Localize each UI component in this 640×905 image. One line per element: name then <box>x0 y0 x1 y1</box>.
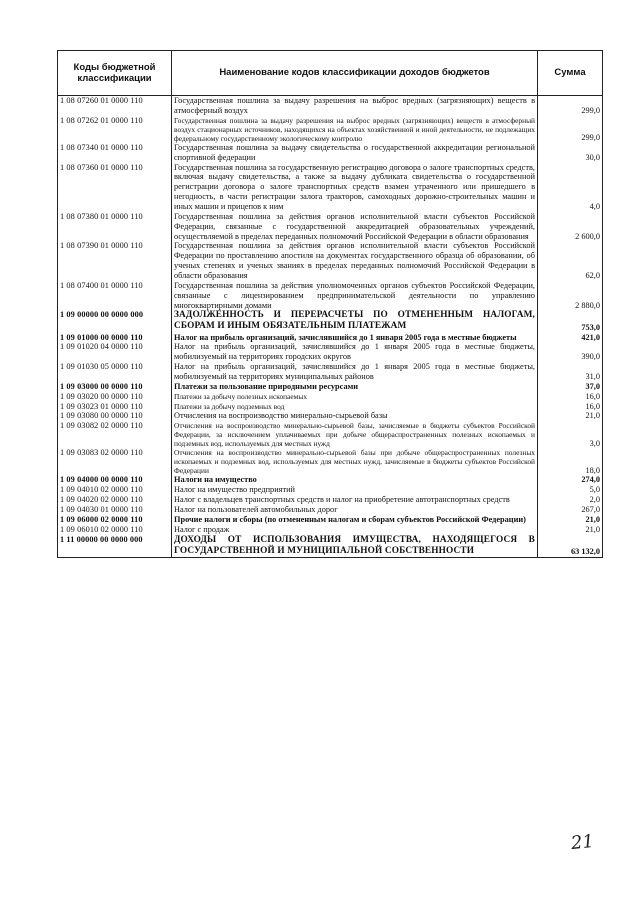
amount: 753,0 <box>538 310 603 332</box>
amount: 62,0 <box>538 241 603 280</box>
amount: 267,0 <box>538 505 603 515</box>
name-column-header: Наименование кодов классификации доходов бюджетов <box>172 51 538 96</box>
table-row <box>58 310 603 332</box>
budget-code: 1 09 01000 00 0000 110 <box>58 333 172 343</box>
amount: 5,0 <box>538 485 603 495</box>
table-row <box>58 382 603 392</box>
table-row <box>58 505 603 515</box>
table-row <box>58 411 603 421</box>
income-name: Налог с продаж <box>172 525 538 535</box>
budget-code: 1 09 04000 00 0000 110 <box>58 475 172 485</box>
amount: 3,0 <box>538 421 603 448</box>
table-row <box>58 212 603 242</box>
income-name: Государственная пошлина за действия уполномоченных органов субъектов Российской Федерации, связанные с лицензированием предпринимательской деятельности по управлению многоквартирными домами <box>172 281 538 311</box>
budget-code: 1 08 07262 01 0000 110 <box>58 116 172 143</box>
code-column-header: Коды бюджетной классификации <box>58 51 172 96</box>
income-name: Прочие налоги и сборы (по отмененным налогам и сборам субъектов Российской Федерации) <box>172 515 538 525</box>
table-row <box>58 402 603 412</box>
table-row <box>58 333 603 343</box>
income-name: Налог на имущество предприятий <box>172 485 538 495</box>
income-name: Отчисления на воспроизводство минерально-сырьевой базы, зачисляемые в бюджеты субъектов Российской Федерации, за исключением уплачиваемых при добыче общераспространенных полезных ископаемых и подземных вод, используемых для местных нужд <box>172 421 538 448</box>
budget-code: 1 08 07390 01 0000 110 <box>58 241 172 280</box>
amount: 16,0 <box>538 402 603 412</box>
amount: 16,0 <box>538 392 603 402</box>
table-row <box>58 241 603 280</box>
page-number: 21 <box>569 830 595 855</box>
amount: 2 600,0 <box>538 212 603 242</box>
table-row <box>58 448 603 475</box>
table-row <box>58 535 603 558</box>
table-row <box>58 495 603 505</box>
amount: 2 880,0 <box>538 281 603 311</box>
amount: 2,0 <box>538 495 603 505</box>
amount: 390,0 <box>538 342 603 362</box>
amount: 21,0 <box>538 411 603 421</box>
table-row <box>58 362 603 382</box>
amount: 299,0 <box>538 116 603 143</box>
table-row <box>58 143 603 163</box>
income-name: Налог на пользователей автомобильных дорог <box>172 505 538 515</box>
income-name: ЗАДОЛЖЕННОСТЬ И ПЕРЕРАСЧЕТЫ ПО ОТМЕНЕННЫМ НАЛОГАМ, СБОРАМ И ИНЫМ ОБЯЗАТЕЛЬНЫМ ПЛАТЕЖАМ <box>172 310 538 332</box>
table-row <box>58 96 603 116</box>
income-name: Государственная пошлина за выдачу разрешения на выброс вредных (загрязняющих) веществ в атмосферный воздух <box>172 96 538 116</box>
amount: 30,0 <box>538 143 603 163</box>
income-name: Отчисления на воспроизводство минерально-сырьевой базы <box>172 411 538 421</box>
budget-code: 1 09 04030 01 0000 110 <box>58 505 172 515</box>
budget-code: 1 09 00000 00 0000 000 <box>58 310 172 332</box>
amount: 4,0 <box>538 163 603 212</box>
amount: 274,0 <box>538 475 603 485</box>
table-row <box>58 281 603 311</box>
budget-code: 1 08 07400 01 0000 110 <box>58 281 172 311</box>
budget-code: 1 08 07360 01 0000 110 <box>58 163 172 212</box>
table-row <box>58 515 603 525</box>
income-name: Налог на прибыль организаций, зачислявшийся до 1 января 2005 года в местные бюджеты, мобилизуемый на территориях городских округов <box>172 342 538 362</box>
income-name: Платежи за пользование природными ресурсами <box>172 382 538 392</box>
income-name: Отчисления на воспроизводство минерально-сырьевой базы при добыче общераспространенных полезных ископаемых и подземных вод, используемых для местных нужд, зачисляемые в бюджеты субъектов Российской Федерации <box>172 448 538 475</box>
table-header-row <box>58 51 603 96</box>
budget-code: 1 09 03000 00 0000 110 <box>58 382 172 392</box>
income-name: Государственная пошлина за выдачу разрешения на выброс вредных (загрязняющих) веществ в атмосферный воздух стационарных источников, находящихся на объектах хозяйственной и иной деятельности, не подлежащих федеральному государственному экологическому контролю <box>172 116 538 143</box>
amount: 63 132,0 <box>538 535 603 558</box>
budget-code: 1 09 06010 02 0000 110 <box>58 525 172 535</box>
amount: 31,0 <box>538 362 603 382</box>
budget-code: 1 09 03083 02 0000 110 <box>58 448 172 475</box>
budget-table <box>57 50 603 558</box>
table-row <box>58 485 603 495</box>
amount: 299,0 <box>538 96 603 116</box>
table-row <box>58 116 603 143</box>
table-row <box>58 475 603 485</box>
income-name: Налоги на имущество <box>172 475 538 485</box>
amount: 421,0 <box>538 333 603 343</box>
income-name: ДОХОДЫ ОТ ИСПОЛЬЗОВАНИЯ ИМУЩЕСТВА, НАХОДЯЩЕГОСЯ В ГОСУДАРСТВЕННОЙ И МУНИЦИПАЛЬНОЙ СОБСТВЕННОСТИ <box>172 535 538 558</box>
income-name: Платежи за добычу полезных ископаемых <box>172 392 538 402</box>
income-name: Государственная пошлина за действия органов исполнительной власти субъектов Российской Федерации по проставлению апостиля на документах государственного образца об образовании, об ученых степенях и ученых званиях в пределах переданных полномочий Российской Федерации в области образования <box>172 241 538 280</box>
budget-code: 1 09 01020 04 0000 110 <box>58 342 172 362</box>
income-name: Налог с владельцев транспортных средств и налог на приобретение автотранспортных средств <box>172 495 538 505</box>
sum-column-header: Сумма <box>538 51 603 96</box>
budget-code: 1 09 03023 01 0000 110 <box>58 402 172 412</box>
amount: 21,0 <box>538 525 603 535</box>
budget-code: 1 09 01030 05 0000 110 <box>58 362 172 382</box>
income-name: Государственная пошлина за действия органов исполнительной власти субъектов Российской Федерации, связанные с государственной аккредитацией образовательных учреждений, осуществляемой в пределах переданных полномочий Российской Федерации в области образования <box>172 212 538 242</box>
budget-code: 1 08 07380 01 0000 110 <box>58 212 172 242</box>
income-name: Налог на прибыль организаций, зачислявшийся до 1 января 2005 года в местные бюджеты <box>172 333 538 343</box>
amount: 18,0 <box>538 448 603 475</box>
amount: 37,0 <box>538 382 603 392</box>
budget-code: 1 09 04010 02 0000 110 <box>58 485 172 495</box>
table-row <box>58 392 603 402</box>
budget-code: 1 09 03080 00 0000 110 <box>58 411 172 421</box>
budget-code: 1 09 03020 00 0000 110 <box>58 392 172 402</box>
table-row <box>58 525 603 535</box>
budget-code: 1 09 06000 02 0000 110 <box>58 515 172 525</box>
budget-code: 1 09 03082 02 0000 110 <box>58 421 172 448</box>
income-name: Налог на прибыль организаций, зачислявшийся до 1 января 2005 года в местные бюджеты, мобилизуемый на территориях муниципальных районов <box>172 362 538 382</box>
table-row <box>58 421 603 448</box>
table-row <box>58 342 603 362</box>
income-name: Государственная пошлина за государственную регистрацию договора о залоге транспортных средств, включая выдачу свидетельства, а также за выдачу дубликата свидетельства о государственной регистрации договора о залоге транспортных средств взамен утраченного или пришедшего в негодность, в части регистрации залога тракторов, самоходных дорожно-строительных машин и иных машин и прицепов к ним <box>172 163 538 212</box>
table-row <box>58 163 603 212</box>
income-name: Платежи за добычу подземных вод <box>172 402 538 412</box>
income-name: Государственная пошлина за выдачу свидетельства о государственной аккредитации региональной спортивной федерации <box>172 143 538 163</box>
budget-code: 1 08 07340 01 0000 110 <box>58 143 172 163</box>
amount: 21,0 <box>538 515 603 525</box>
budget-code: 1 09 04020 02 0000 110 <box>58 495 172 505</box>
budget-code: 1 11 00000 00 0000 000 <box>58 535 172 558</box>
budget-code: 1 08 07260 01 0000 110 <box>58 96 172 116</box>
